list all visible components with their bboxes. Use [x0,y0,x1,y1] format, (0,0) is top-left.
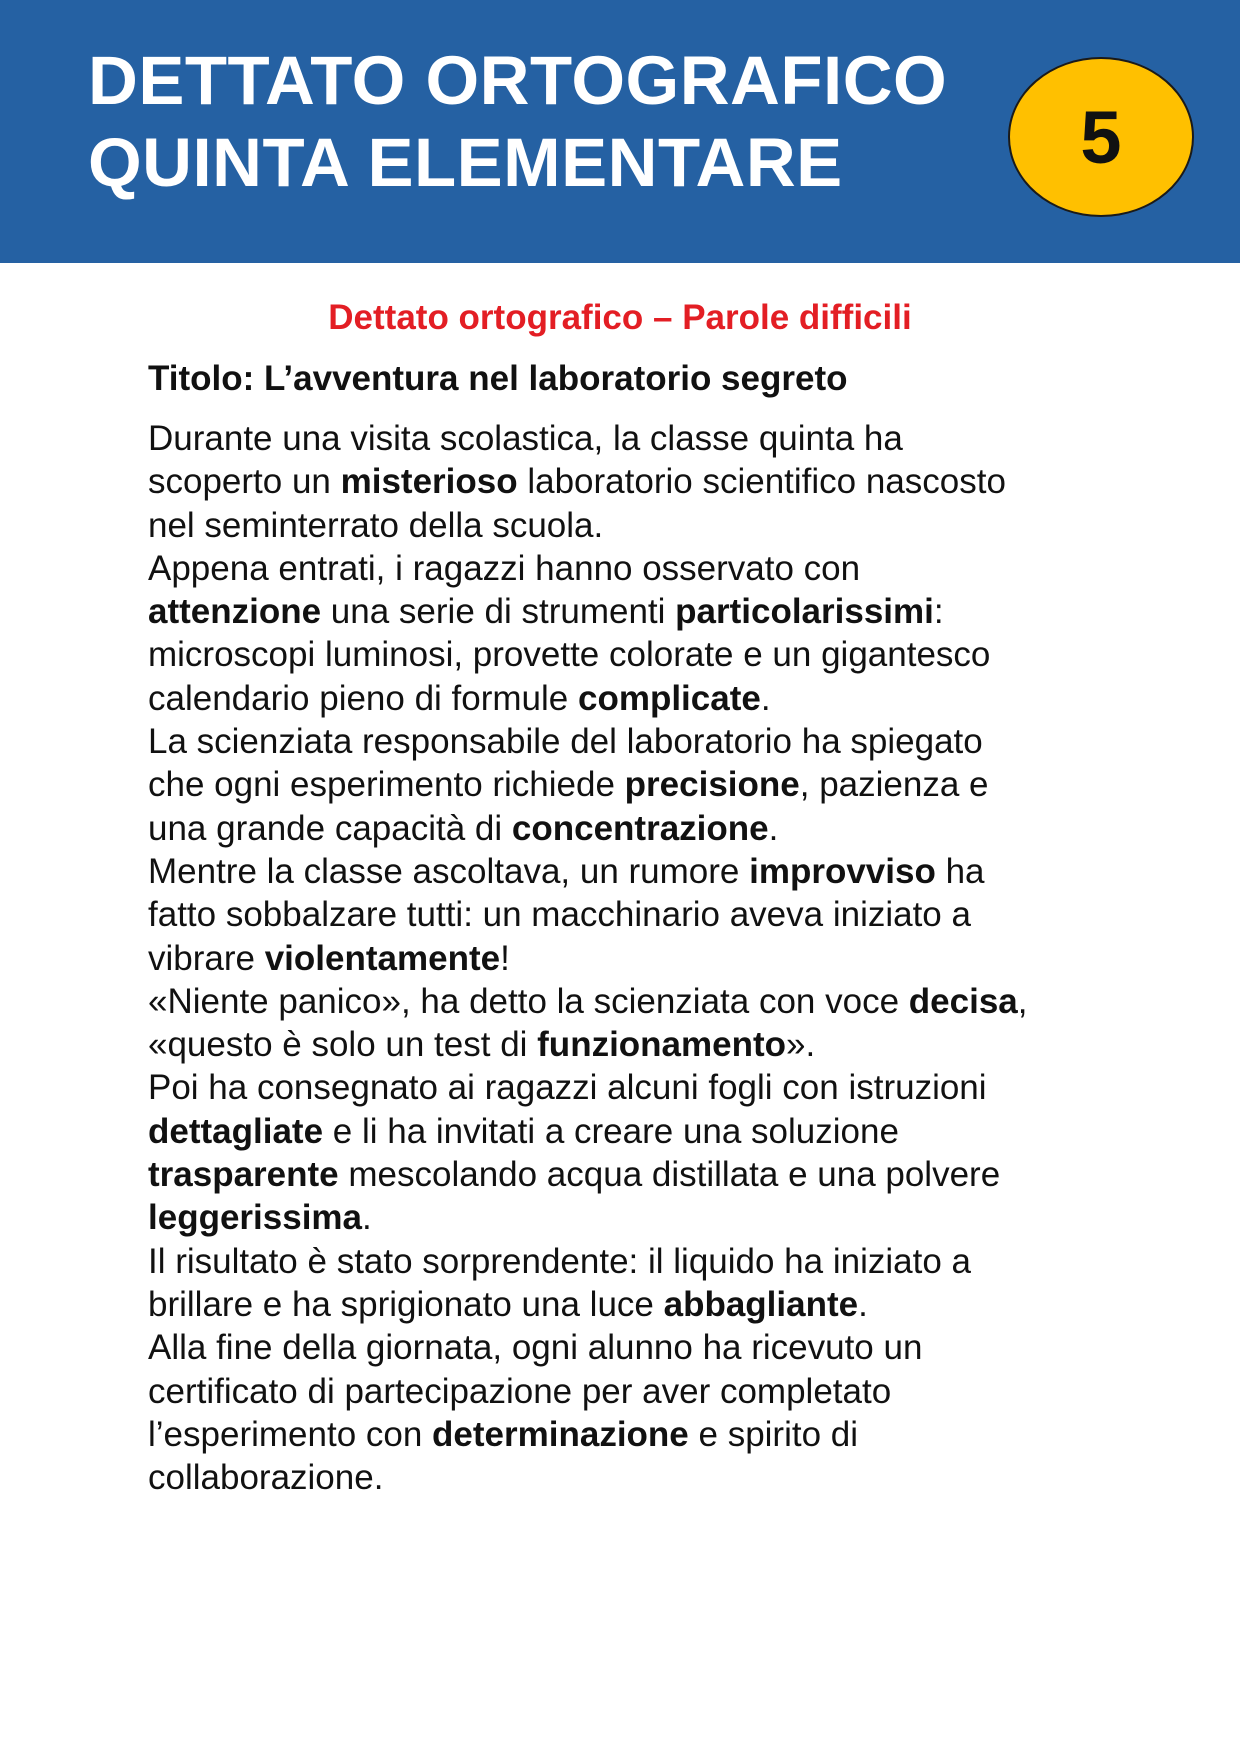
story-line [148,1326,1108,1369]
difficult-word: determinazione [432,1414,689,1454]
story-text: Appena entrati, i ragazzi hanno osservato con [148,548,861,588]
story-line [148,1413,1108,1456]
story-line [148,850,1108,893]
story-text: . [760,678,771,718]
page-title [88,40,947,204]
story-text: microscopi luminosi, provette colorate e un gigantesco [148,635,991,675]
story-text: scoperto un [148,462,341,502]
story-line [148,763,1108,806]
story-line [148,1240,1108,1283]
story-text: collaborazione. [148,1458,384,1498]
story-text: . [362,1198,372,1238]
story-text: «questo è solo un test di [148,1025,538,1065]
difficult-word: complicate [577,678,761,718]
story-text: ha [935,851,985,891]
story-line [148,720,1108,763]
story-text: Alla fine della giornata, ogni alunno ha ricevuto un [148,1328,923,1368]
story-line [148,677,1108,720]
story-body [148,417,1108,1499]
story-line [148,937,1108,980]
subtitle: Dettato ortografico – Parole difficili [328,298,912,337]
story-text: , pazienza e [799,765,989,805]
story-line [148,1066,1108,1109]
header-banner [0,0,1240,263]
story-text: calendario pieno di formule [148,678,578,718]
story-line [148,590,1108,633]
difficult-word: improvviso [749,851,936,891]
story-text: e li ha invitati a creare una soluzione [323,1111,899,1151]
story-line [148,417,1108,460]
difficult-word: trasparente [148,1155,339,1195]
story-text: La scienziata responsabile del laboratorio ha spiegato [148,722,983,762]
story-line [148,1283,1108,1326]
story-text: una grande capacità di [148,808,512,848]
difficult-word: precisione [624,765,800,805]
story-line [148,504,1108,547]
difficult-word: decisa [908,981,1018,1021]
difficult-word: leggerissima [148,1198,362,1238]
story-text: Il risultato è stato sorprendente: il liquido ha iniziato a [148,1241,971,1281]
story-text: brillare e ha sprigionato una luce [148,1284,664,1324]
difficult-word: abbagliante [663,1284,859,1324]
story-text: Mentre la classe ascoltava, un rumore [148,851,750,891]
grade-badge: 5 [1008,57,1194,217]
story-text: ! [500,938,510,978]
story-text: certificato di partecipazione per aver completato [148,1371,892,1411]
story-line [148,633,1108,676]
difficult-word: violentamente [264,938,501,978]
story-line [148,460,1108,503]
story-line [148,1153,1108,1196]
story-text: «Niente panico», ha detto la scienziata con voce [148,981,909,1021]
story-text: nel seminterrato della scuola. [148,505,604,545]
story-text: l’esperimento con [148,1414,433,1454]
difficult-word: particolarissimi [675,592,934,632]
story-text: laboratorio scientifico nascosto [517,462,1006,502]
story-text: Durante una visita scolastica, la classe quinta ha [148,419,903,458]
story-text: e spirito di [688,1414,859,1454]
story-line [148,1023,1108,1066]
difficult-word: concentrazione [511,808,769,848]
story-line [148,1110,1108,1153]
difficult-word: misterioso [340,462,518,502]
story-line [148,1456,1108,1499]
story-text: vibrare [148,938,265,978]
story-line [148,980,1108,1023]
story-text: mescolando acqua distillata e una polvere [338,1155,1001,1195]
difficult-word: attenzione [148,592,322,632]
story-line [148,893,1108,936]
story-line [148,807,1108,850]
story-text: Poi ha consegnato ai ragazzi alcuni fogli con istruzioni [148,1068,987,1108]
story-title: Titolo: L’avventura nel laboratorio segreto [148,359,848,398]
difficult-word: funzionamento [537,1025,787,1065]
story-line [148,1370,1108,1413]
page-title-line-1: DETTATO ORTOGRAFICO [88,42,948,119]
story-line [148,547,1108,590]
story-text: ». [786,1025,816,1065]
page-title-line-2: QUINTA ELEMENTARE [88,124,843,201]
story-text: : [933,592,944,632]
story-text: , [1017,981,1028,1021]
story-text: . [858,1284,868,1324]
difficult-word: dettagliate [148,1111,324,1151]
story-text: . [768,808,779,848]
story-text: una serie di strumenti [321,592,676,632]
story-text: che ogni esperimento richiede [148,765,625,805]
story-text: fatto sobbalzare tutti: un macchinario aveva iniziato a [148,895,971,935]
story-line [148,1196,1108,1239]
